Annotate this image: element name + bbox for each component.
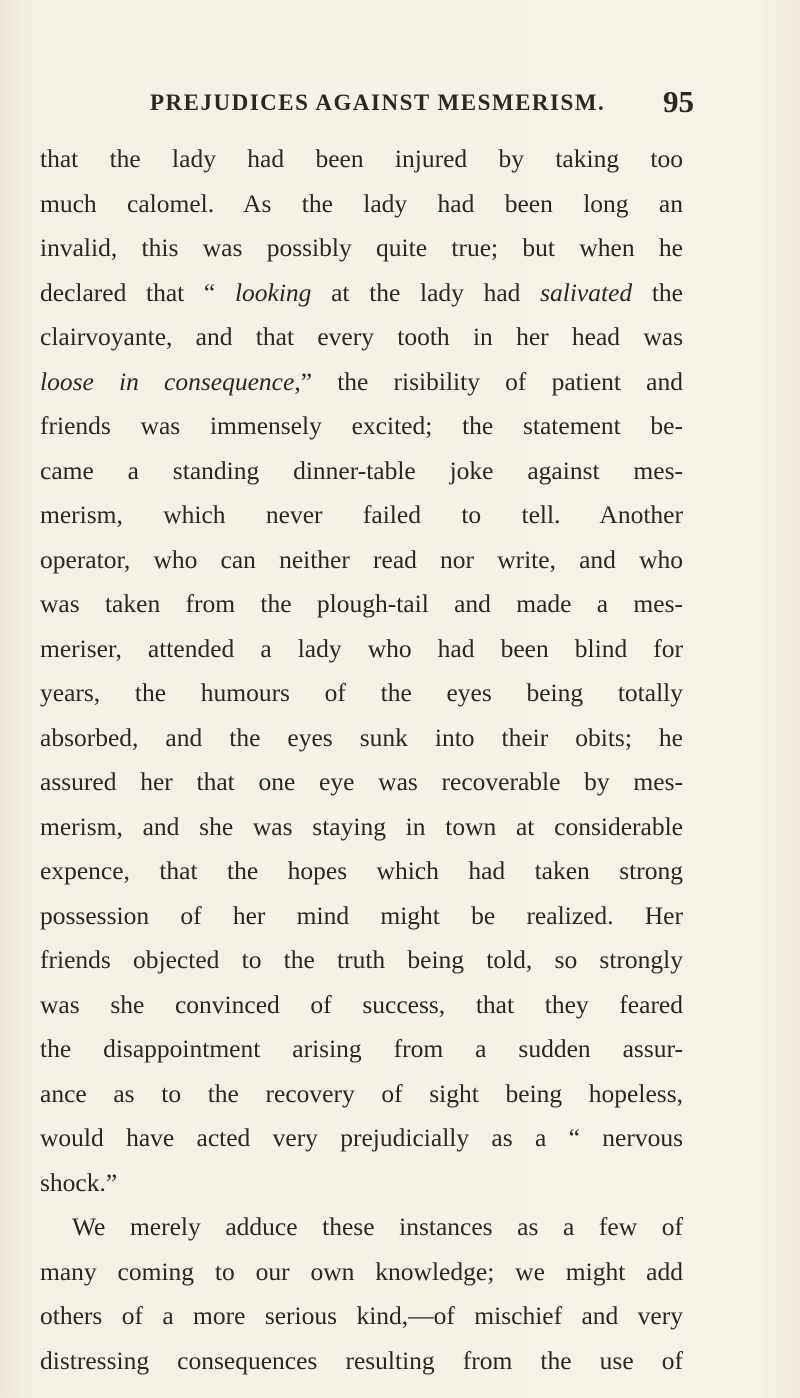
text-line: years, the humours of the eyes being totally (40, 678, 683, 707)
text-line: was she convinced of success, that they feared (40, 989, 683, 1019)
running-head: PREJUDICES AGAINST MESMERISM. (150, 90, 606, 115)
text-line: friends objected to the truth being told, so strongly (40, 945, 683, 974)
text-line: that the lady had been injured by taking too (40, 144, 683, 173)
text-line: clairvoyante, and that every tooth in her head was (40, 322, 683, 351)
text-line: assured her that one eye was recoverable by mes- (40, 767, 683, 796)
page-number: 95 (663, 84, 694, 119)
text-line: many coming to our own knowledge; we might add (40, 1256, 683, 1286)
text-line: meriser, attended a lady who had been blind for (40, 633, 683, 663)
text-line: declared that “ looking at the lady had salivated the (40, 277, 684, 307)
text-line: ance as to the recovery of sight being hopeless, (40, 1078, 683, 1108)
text-line: shock.” (40, 1167, 118, 1197)
italic-text: salivated (540, 277, 633, 307)
text-line: came a standing dinner-table joke against mes- (40, 455, 683, 485)
body-text (40, 137, 683, 1383)
text-line: others of a more serious kind,—of mischief and very (40, 1301, 683, 1330)
text-line: expence, that the hopes which had taken strong (40, 856, 683, 885)
text-line: absorbed, and the eyes sunk into their obits; he (40, 722, 683, 752)
text-line: invalid, this was possibly quite true; but when he (40, 233, 683, 262)
text-line: would have acted very prejudicially as a “ nervous (40, 1123, 683, 1152)
text-line: was taken from the plough-tail and made a mes- (40, 589, 683, 618)
text-line: possession of her mind might be realized. Her (40, 900, 683, 930)
italic-text: looking (234, 277, 312, 307)
text-line: operator, who can neither read nor write, and who (40, 544, 683, 574)
text-line: friends was immensely excited; the statement be- (40, 411, 683, 440)
text-line: the disappointment arising from a sudden assur- (40, 1034, 683, 1063)
paragraph-start-line: We merely adduce these instances as a few of (72, 1212, 683, 1241)
text-line: much calomel. As the lady had been long an (40, 188, 683, 218)
text-line: merism, and she was staying in town at considerable (40, 811, 683, 841)
text-line: merism, which never failed to tell. Another (40, 500, 683, 529)
italic-text: loose in consequence (40, 366, 295, 396)
text-line: distressing consequences resulting from the use of (40, 1345, 683, 1375)
page-header (150, 84, 694, 126)
text-line: loose in consequence,” the risibility of patient and (40, 366, 683, 396)
